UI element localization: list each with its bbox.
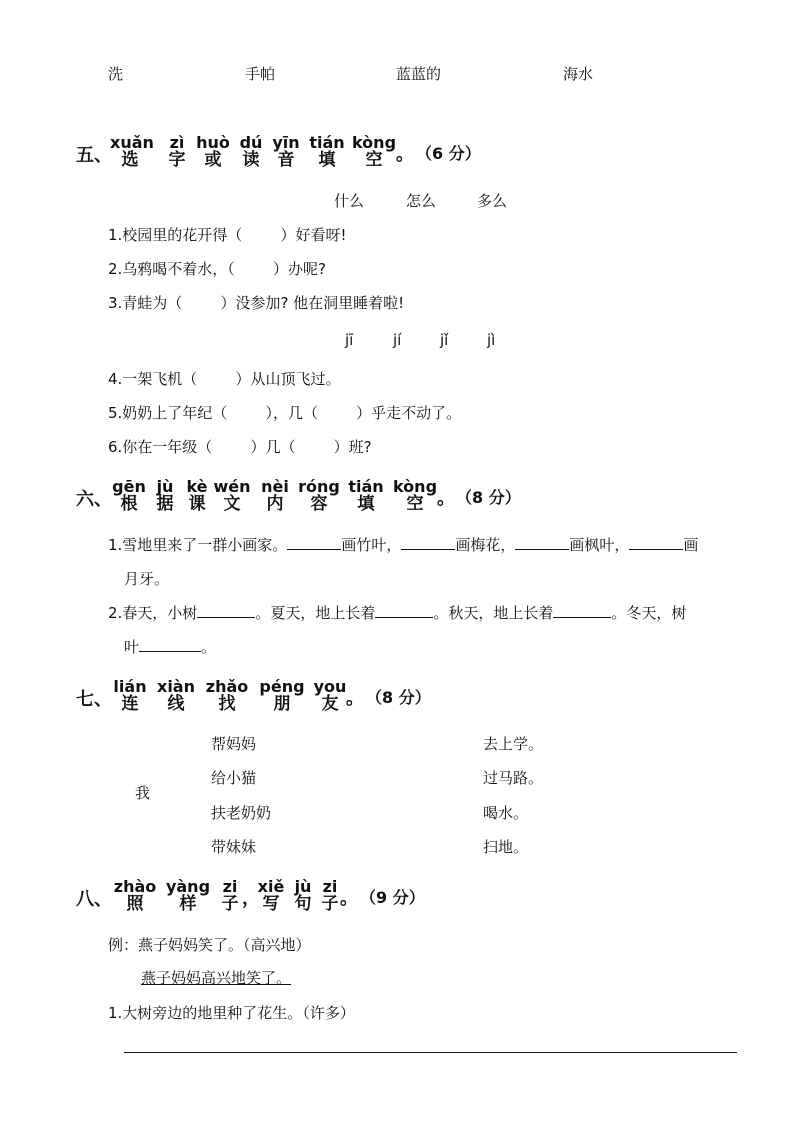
s8-example: 例：燕子妈妈笑了。（高兴地） <box>108 936 311 954</box>
s5-pinyin-1: jī <box>345 331 354 349</box>
s5-title-char-5: yīn 音 <box>272 133 300 170</box>
s8-title-char-1: zhào 照 <box>113 877 157 914</box>
answer-blank[interactable] <box>139 637 201 652</box>
s7-left-3[interactable]: 扶老奶奶 <box>211 804 272 822</box>
s5-number: 五、 <box>76 145 112 166</box>
s5-word-1: 什么 <box>334 192 365 210</box>
answer-blank[interactable] <box>375 603 433 618</box>
s5-title-char-4: dú 读 <box>239 133 263 170</box>
s5-word-3: 多么 <box>477 192 508 210</box>
s8-comma: ， <box>242 888 260 909</box>
answer-line[interactable] <box>124 1052 737 1053</box>
s7-title-char-5: you 友 <box>313 677 347 714</box>
s5-question-3: 3.青蛙为（ ）没参加? 他在洞里睡着啦! <box>108 294 405 312</box>
top-word-4: 海水 <box>563 65 594 83</box>
s5-question-4: 4.一架飞机（ ）从山顶飞过。 <box>108 370 341 388</box>
s8-points: （9 分） <box>360 888 425 907</box>
s6-title-char-2: jù 据 <box>156 477 174 514</box>
s6-question-2-line-2: 叶 。 <box>124 638 217 656</box>
s7-right-3[interactable]: 喝水。 <box>483 804 529 822</box>
s8-title-char-3: zi 子 <box>221 877 239 914</box>
s7-number: 七、 <box>76 689 112 710</box>
s6-question-1-line-1: 1.雪地里来了一群小画家。 画竹叶， 画梅花， 画枫叶， 画 <box>108 536 699 554</box>
s7-period: 。 <box>346 688 364 709</box>
s5-pinyin-3: jǐ <box>440 331 449 349</box>
s8-title-char-6: zi 子 <box>321 877 339 914</box>
s6-points: （8 分） <box>456 488 521 507</box>
answer-blank[interactable] <box>553 603 611 618</box>
s5-question-2: 2.乌鸦喝不着水，（ ）办呢? <box>108 260 326 278</box>
s8-example-answer: 燕子妈妈高兴地笑了。 <box>141 969 292 987</box>
s7-title-char-3: zhǎo 找 <box>205 677 249 714</box>
s7-title-char-4: péng 朋 <box>259 677 305 714</box>
s6-title-char-4: wén 文 <box>213 477 251 514</box>
answer-blank[interactable] <box>287 535 341 550</box>
s7-left-1[interactable]: 帮妈妈 <box>211 735 257 753</box>
s5-word-2: 怎么 <box>406 192 437 210</box>
s6-title-char-5: nèi 内 <box>261 477 289 514</box>
answer-blank[interactable] <box>197 603 255 618</box>
s5-title-char-3: huò 或 <box>196 133 230 170</box>
top-word-2: 手帕 <box>245 65 276 83</box>
s6-title-char-3: kè 课 <box>186 477 208 514</box>
s7-right-4[interactable]: 扫地。 <box>483 838 529 856</box>
s6-question-2-line-1: 2.春天，小树 。夏天，地上长着 。秋天，地上长着 。冬天，树 <box>108 604 687 622</box>
answer-blank[interactable] <box>401 535 455 550</box>
s7-right-2[interactable]: 过马路。 <box>483 769 544 787</box>
s6-period: 。 <box>437 488 455 509</box>
answer-blank[interactable] <box>629 535 683 550</box>
s5-points: （6 分） <box>416 144 481 163</box>
s7-title-char-2: xiàn 线 <box>157 677 195 714</box>
s5-question-1: 1.校园里的花开得（ ）好看呀! <box>108 226 347 244</box>
s5-pinyin-2: jí <box>393 331 402 349</box>
top-word-1: 洗 <box>108 65 124 83</box>
s6-title-char-6: róng 容 <box>298 477 340 514</box>
answer-blank[interactable] <box>515 535 569 550</box>
s8-number: 八、 <box>76 889 112 910</box>
s8-period: 。 <box>340 888 358 909</box>
s5-title-char-2: zì 字 <box>168 133 186 170</box>
s7-left-4[interactable]: 带妹妹 <box>211 838 257 856</box>
s7-points: （8 分） <box>366 688 431 707</box>
s5-title-char-6: tián 填 <box>309 133 345 170</box>
s7-right-1[interactable]: 去上学。 <box>483 735 544 753</box>
s5-pinyin-4: jì <box>487 331 496 349</box>
s6-title-char-7: tián 填 <box>348 477 384 514</box>
s6-number: 六、 <box>76 489 112 510</box>
s7-title-char-1: lián 连 <box>113 677 147 714</box>
s8-title-char-2: yàng 样 <box>165 877 211 914</box>
s8-title-char-5: jù 句 <box>294 877 312 914</box>
top-word-3: 蓝蓝的 <box>396 65 442 83</box>
s7-me: 我 <box>135 784 151 802</box>
s5-question-6: 6.你在一年级（ ）几（ ）班? <box>108 438 372 456</box>
s7-left-2[interactable]: 给小猫 <box>211 769 257 787</box>
s5-period: 。 <box>396 144 414 165</box>
s6-title-char-1: gēn 根 <box>112 477 146 514</box>
s6-question-1-line-2: 月牙。 <box>124 570 170 588</box>
s8-title-char-4: xiě 写 <box>257 877 285 914</box>
s5-question-5: 5.奶奶上了年纪（ ），几（ ）乎走不动了。 <box>108 404 462 422</box>
s6-title-char-8: kòng 空 <box>392 477 438 514</box>
s5-title-char-7: kòng 空 <box>351 133 397 170</box>
s8-question-1: 1.大树旁边的地里种了花生。（许多） <box>108 1004 355 1022</box>
s5-title-char-1: xuǎn 选 <box>110 133 154 170</box>
